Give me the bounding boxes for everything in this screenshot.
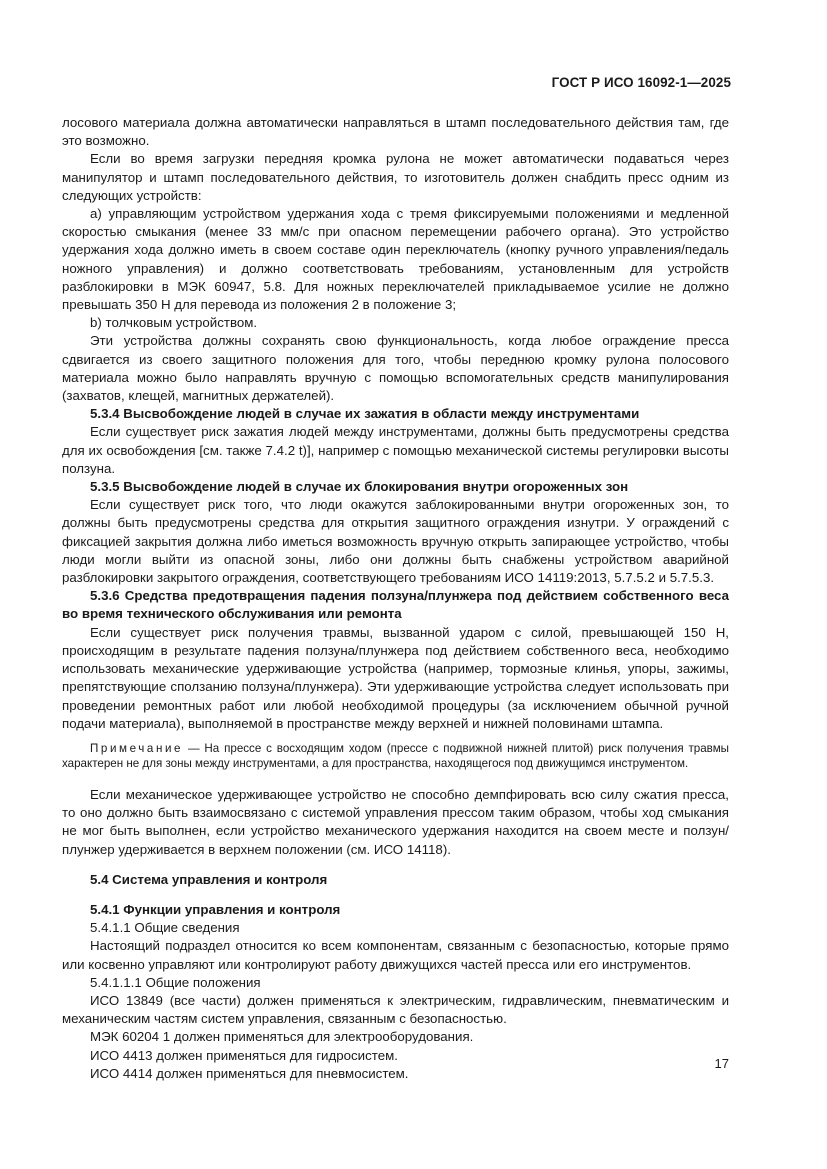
paragraph: ИСО 13849 (все части) должен применяться к электрическим, гидравлическим, пневматическим и механическим частям систем управления, связанным с безопасностью.: [62, 992, 729, 1027]
section-heading-5-3-6: 5.3.6 Средства предотвращения падения ползуна/плунжера под действием собственного веса во время технического обслуживания или ремонта: [62, 588, 729, 622]
paragraph: Если во время загрузки передняя кромка рулона не может автоматически подаваться через манипулятор и штамп последовательного действия, то изготовитель должен снабдить пресс одним из следующих устройств:: [62, 151, 729, 203]
document-body: [62, 114, 729, 1083]
paragraph: Настоящий подраздел относится ко всем компонентам, связанным с безопасностью, которые прямо или косвенно управляют или контролируют работу движущихся частей пресса или его инструментов.: [62, 938, 729, 972]
paragraph: Если механическое удерживающее устройство не способно демпфировать всю силу сжатия пресса, то оно должно быть взаимосвязано с системой управления прессом таким образом, чтобы ход смыкания не мог быть выполнен, если устройство механического удержания находится на своем месте и ползун/плунжер удерживается в верхнем положении (см. ИСО 14118).: [62, 786, 729, 857]
paragraph: Если существует риск получения травмы, вызванной ударом с силой, превышающей 150 Н, происходящим в результате падения ползуна/плунжера под действием собственного веса, необходимо использовать механические удерживающие устройства (например, тормозные клинья, упоры, зажимы, препятствующие сползанию ползуна/плунжера). Эти удерживающие устройства следует использовать при проведении ремонтных работ или любой необходимой процедуры (за исключением обычной ручной подачи материала), выполняемой в пространстве между верхней и нижней половинами штампа.: [62, 624, 729, 731]
note-text: — На прессе с восходящим ходом (прессе с подвижной нижней плитой) риск получения травмы характерен не для зоны между инструментами, а для пространства, находящегося под движущимся инструментом.: [62, 741, 729, 771]
section-heading-5-4-1: 5.4.1 Функции управления и контроля: [90, 901, 341, 917]
subsection-heading-5-4-1-1-1: 5.4.1.1.1 Общие положения: [90, 974, 261, 990]
paragraph: ИСО 4414 должен применяться для пневмосистем.: [90, 1065, 409, 1081]
page-number: 17: [714, 1056, 729, 1071]
list-item-b: b) толчковым устройством.: [90, 315, 258, 331]
paragraph: лосового материала должна автоматически направляться в штамп последовательного действия там, где это возможно.: [62, 115, 729, 149]
list-item-a: a) управляющим устройством удержания хода с тремя фиксируемыми положениями и медленной скоростью смыкания (менее 33 мм/с при опасном перемещении рабочего органа). Это устройство удержания хода должно иметь в своем составе один переключатель (кнопку ручного управления/педаль ножного управления) и должно соответствовать требованиям, установленным для устройств разблокировки в МЭК 60947, 5.8. Для ножных переключателей прикладываемое усилие не должно превышать 350 Н для перевода из положения 2 в положение 3;: [62, 206, 729, 313]
section-heading-5-4: 5.4 Система управления и контроля: [90, 871, 328, 887]
section-heading-5-3-4: 5.3.4 Высвобождение людей в случае их зажатия в области между инструментами: [90, 406, 640, 422]
document-header: ГОСТ Р ИСО 16092-1—2025: [551, 75, 731, 90]
paragraph: МЭК 60204 1 должен применяться для электрооборудования.: [90, 1029, 474, 1045]
paragraph: ИСО 4413 должен применяться для гидросистем.: [90, 1047, 398, 1063]
note: [62, 741, 729, 772]
section-heading-5-3-5: 5.3.5 Высвобождение людей в случае их блокирования внутри огороженных зон: [90, 479, 629, 495]
subsection-heading-5-4-1-1: 5.4.1.1 Общие сведения: [90, 920, 240, 936]
note-label: Примечание: [90, 741, 184, 755]
paragraph: Если существует риск зажатия людей между инструментами, должны быть предусмотрены средства для их освобождения [см. также 7.4.2 t)], например с помощью механической системы регулировки высоты ползуна.: [62, 424, 729, 476]
paragraph: Если существует риск того, что люди окажутся заблокированными внутри огороженных зон, то должны быть предусмотрены средства для открытия защитного ограждения изнутри. У ограждений с фиксацией закрытия должна либо иметься возможность вручную открыть запирающее устройство, чтобы люди могли выйти из опасной зоны, либо они должны быть снабжены устройством аварийной разблокировки закрытого ограждения, соответствующего требованиям ИСО 14119:2013, 5.7.5.2 и 5.7.5.3.: [62, 497, 729, 586]
paragraph: Эти устройства должны сохранять свою функциональность, когда любое ограждение пресса сдвигается из своего защитного положения для того, чтобы переднюю кромку рулона полосового материала можно было направлять вручную с помощью вспомогательных средств манипулирования (захватов, клещей, магнитных держателей).: [62, 333, 729, 404]
